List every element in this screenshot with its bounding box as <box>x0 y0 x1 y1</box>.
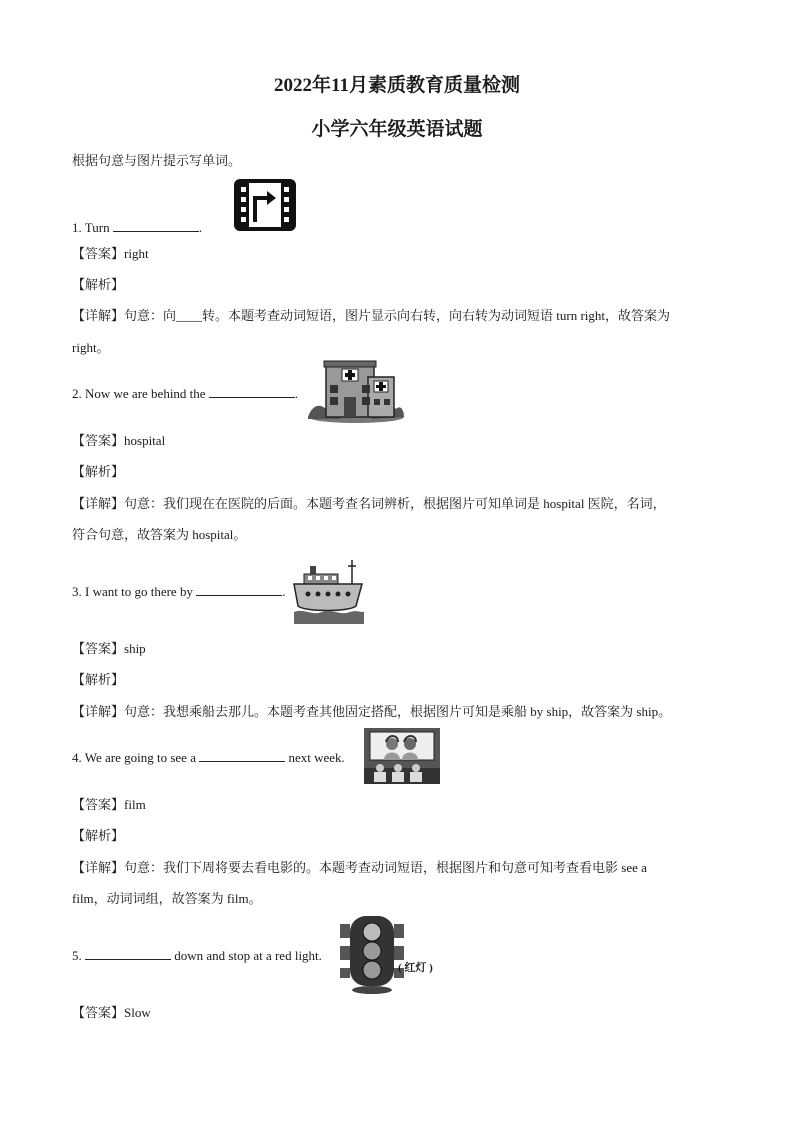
question-2 <box>72 385 298 403</box>
instruction-text: 根据句意与图片提示写单词。 <box>72 153 242 168</box>
answer-label: 【答案】 <box>72 1005 125 1020</box>
detail-label: 【详解】 <box>72 704 125 719</box>
question-2-suffix: . <box>294 386 299 401</box>
detail-label: 【详解】 <box>72 496 125 511</box>
question-4-text: 4. We are going to see a <box>72 750 196 765</box>
detail-1-line2: right。 <box>72 340 110 355</box>
page-title: 2022年11月素质教育质量检测 <box>274 75 520 96</box>
page-subtitle: 小学六年级英语试题 <box>311 119 483 140</box>
analysis-label-4: 【解析】 <box>72 828 125 843</box>
answer-5 <box>72 1004 151 1022</box>
question-2-blank <box>209 385 295 398</box>
question-1 <box>72 219 202 237</box>
question-3-text: 3. I want to go there by <box>72 584 193 599</box>
detail-label: 【详解】 <box>72 308 125 323</box>
analysis-label-1: 【解析】 <box>72 277 125 292</box>
detail-1-text: 句意：向____转。本题考查动词短语，图片显示向右转，向右转为动词短语 turn right，故答案为 <box>124 308 671 323</box>
answer-1 <box>72 245 149 263</box>
detail-2-text: 句意：我们现在在医院的后面。本题考查名词辨析，根据图片可知单词是 hospital 医院，名词， <box>124 496 666 511</box>
traffic-light-icon <box>340 916 404 994</box>
analysis-label-2: 【解析】 <box>72 464 125 479</box>
traffic-light-caption: ( 红灯 ) <box>398 962 433 974</box>
question-1-blank <box>113 219 199 232</box>
detail-4-line1 <box>72 859 647 877</box>
turn-right-sign-icon <box>233 178 297 232</box>
question-3-suffix: . <box>282 584 286 599</box>
answer-2 <box>72 432 165 450</box>
question-5-suffix: down and stop at a red light. <box>174 948 322 963</box>
detail-3-line1 <box>72 703 671 721</box>
question-3 <box>72 583 285 601</box>
cinema-icon <box>364 728 440 784</box>
answer-label: 【答案】 <box>72 641 125 656</box>
question-5 <box>72 947 322 965</box>
question-5-text: 5. <box>72 948 82 963</box>
question-1-suffix: . <box>198 220 203 235</box>
answer-5-value: Slow <box>124 1005 151 1020</box>
answer-3 <box>72 640 146 658</box>
answer-2-value: hospital <box>124 433 166 448</box>
detail-4-text: 句意：我们下周将要去看电影的。本题考查动词短语，根据图片和句意可知考查看电影 see a <box>124 860 647 875</box>
question-3-blank <box>196 583 282 596</box>
question-4-suffix: next week. <box>288 750 345 765</box>
ship-icon <box>290 556 366 626</box>
answer-label: 【答案】 <box>72 246 125 261</box>
detail-4-line2: film，动词词组，故答案为 film。 <box>72 891 262 906</box>
question-1-text: 1. Turn <box>72 220 110 235</box>
detail-2-line2: 符合句意，故答案为 hospital。 <box>72 527 247 542</box>
answer-1-value: right <box>124 246 149 261</box>
detail-label: 【详解】 <box>72 860 125 875</box>
detail-3-text: 句意：我想乘船去那儿。本题考查其他固定搭配，根据图片可知是乘船 by ship，故答案为 ship。 <box>124 704 672 719</box>
answer-4 <box>72 796 146 814</box>
answer-3-value: ship <box>124 641 146 656</box>
question-4 <box>72 749 345 767</box>
question-4-blank <box>199 749 285 762</box>
question-2-text: 2. Now we are behind the <box>72 386 206 401</box>
detail-2-line1 <box>72 495 666 513</box>
answer-label: 【答案】 <box>72 433 125 448</box>
question-5-blank <box>85 947 171 960</box>
answer-4-value: film <box>124 797 146 812</box>
analysis-label-3: 【解析】 <box>72 672 125 687</box>
detail-1-line1 <box>72 307 670 325</box>
hospital-icon <box>306 359 406 423</box>
answer-label: 【答案】 <box>72 797 125 812</box>
